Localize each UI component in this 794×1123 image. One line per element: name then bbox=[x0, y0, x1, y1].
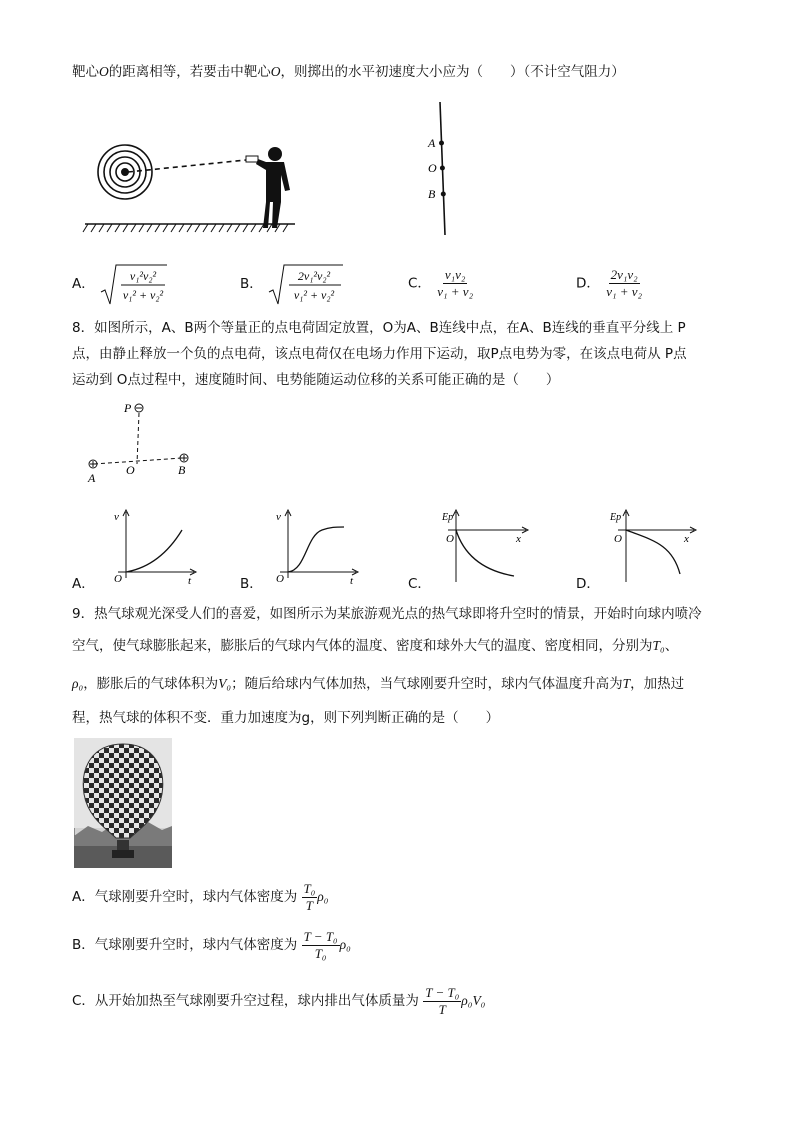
origin: O bbox=[114, 573, 122, 584]
q7-option-a[interactable] bbox=[72, 262, 169, 306]
symbol-rho0: ρ₀ bbox=[72, 676, 84, 691]
q9-option-a[interactable] bbox=[72, 880, 328, 914]
q9-option-b[interactable] bbox=[72, 928, 351, 962]
label-b: B bbox=[428, 187, 436, 201]
numerator: T − T₀ bbox=[425, 984, 460, 1000]
q9-text: ，加热过 bbox=[630, 676, 685, 692]
option-letter: B． bbox=[240, 276, 263, 292]
numerator: v₁²v₂² bbox=[129, 269, 157, 283]
q9-text: ，膨胀后的气球体积为 bbox=[83, 676, 219, 692]
axis-x: x bbox=[684, 533, 689, 545]
axis-y: v bbox=[276, 511, 281, 523]
option-letter: C． bbox=[408, 275, 431, 292]
ground-hatch bbox=[83, 224, 288, 232]
q9-option-c[interactable] bbox=[72, 984, 485, 1018]
label-a: A bbox=[88, 471, 96, 485]
q7-option-c[interactable] bbox=[408, 268, 475, 299]
q7-option-d[interactable] bbox=[576, 268, 644, 299]
q7-symbol-o: O bbox=[99, 64, 109, 79]
axis-x: x bbox=[516, 533, 521, 545]
label-a: A bbox=[428, 136, 436, 150]
curve bbox=[626, 530, 680, 574]
denominator: T bbox=[305, 897, 314, 913]
hot-air-balloon-photo bbox=[74, 738, 172, 868]
option-tail: ρ₀V₀ bbox=[461, 993, 486, 1008]
label-o: O bbox=[428, 161, 437, 175]
dartboard bbox=[98, 145, 152, 199]
q7-wall-figure bbox=[420, 100, 470, 240]
q8-option-c-letter[interactable]: C． bbox=[408, 576, 431, 592]
person-silhouette bbox=[246, 147, 290, 228]
q9-stem-line: 9．热气球观光深受人们的喜爱，如图所示为某旅游观光点的热气球即将升空时的情景，开始时向球内喷冷 bbox=[72, 606, 702, 622]
curve bbox=[126, 530, 182, 572]
q9-text: 、 bbox=[664, 638, 679, 654]
denominator: T₀ bbox=[314, 945, 327, 961]
axis-y: Ep bbox=[442, 512, 454, 523]
q8-graph-a[interactable] bbox=[110, 508, 200, 584]
q9-stem-line bbox=[72, 636, 678, 656]
sqrt-expression bbox=[99, 262, 169, 306]
axis-y: Ep bbox=[610, 512, 622, 523]
denominator: T bbox=[438, 1001, 446, 1017]
origin: O bbox=[446, 533, 454, 545]
q8-stem-line: 8．如图所示，A、B两个等量正的点电荷固定放置，O为A、B连线中点，在A、B连线的垂直平分线上 P bbox=[72, 320, 686, 336]
option-letter: A． bbox=[72, 276, 95, 292]
option-text: A．气球刚要升空时，球内气体密度为 bbox=[72, 889, 298, 905]
point-o bbox=[440, 166, 445, 171]
numerator: T − T₀ bbox=[303, 928, 338, 944]
symbol-t0: T₀ bbox=[652, 638, 665, 653]
label-p: P bbox=[124, 401, 132, 415]
point-b bbox=[441, 192, 446, 197]
numerator: v₁v₂ bbox=[444, 267, 466, 282]
q7-symbol-o: O bbox=[270, 64, 281, 79]
origin: O bbox=[276, 573, 284, 584]
symbol-v0: V₀ bbox=[218, 676, 232, 691]
q7-text: ，则掷出的水平初速度大小应为（ ）（不计空气阻力） bbox=[280, 64, 625, 80]
q8-stem-line: 运动到 O点过程中，速度随时间、电势能随运动位移的关系可能正确的是（ ） bbox=[72, 372, 560, 388]
option-tail: ρ₀ bbox=[317, 889, 329, 904]
q8-charge-figure bbox=[82, 398, 202, 488]
q8-stem-line: 点，由静止释放一个负的点电荷，该点电荷仅在电场力作用下运动，取P点电势为零，在该点电荷从 P点 bbox=[72, 346, 687, 362]
denominator: v₁ + v₂ bbox=[437, 284, 474, 299]
q8-option-a-letter[interactable]: A． bbox=[72, 576, 95, 592]
axis-x: t bbox=[350, 575, 354, 584]
label-b: B bbox=[178, 463, 186, 477]
sqrt-expression bbox=[267, 262, 347, 306]
q8-graph-b[interactable] bbox=[272, 508, 362, 584]
option-text: B．气球刚要升空时，球内气体密度为 bbox=[72, 937, 298, 953]
axis-y: v bbox=[114, 511, 119, 523]
q9-stem-line: 程，热气球的体积不变．重力加速度为g，则下列判断正确的是（ ） bbox=[72, 710, 500, 726]
option-tail: ρ₀ bbox=[339, 937, 351, 952]
numerator: 2v₁²v₂² bbox=[297, 269, 331, 283]
denominator: v₁² + v₂² bbox=[293, 288, 335, 302]
q7-stem-line bbox=[72, 62, 625, 82]
q7-option-b[interactable] bbox=[240, 262, 347, 306]
denominator: v₁² + v₂² bbox=[122, 288, 164, 302]
q8-graph-c[interactable] bbox=[438, 508, 534, 584]
q7-text: 的距离相等，若要击中靶心 bbox=[108, 64, 271, 80]
option-letter: D． bbox=[576, 275, 600, 292]
point-a bbox=[439, 141, 444, 146]
q7-target-figure bbox=[80, 130, 300, 240]
q9-text: ；随后给球内气体加热，当气球刚要升空时，球内气体温度升高为 bbox=[231, 676, 623, 692]
origin: O bbox=[614, 533, 622, 545]
label-o: O bbox=[126, 463, 135, 477]
numerator: 2v₁v₂ bbox=[610, 267, 638, 282]
q8-option-d-letter[interactable]: D． bbox=[576, 576, 600, 592]
numerator: T₀ bbox=[303, 880, 316, 896]
symbol-t: T bbox=[622, 676, 631, 691]
q9-stem-line bbox=[72, 674, 684, 694]
q8-graph-d[interactable] bbox=[606, 508, 702, 584]
q7-text: 靶心 bbox=[72, 64, 99, 80]
q8-option-b-letter[interactable]: B． bbox=[240, 576, 263, 592]
axis-x: t bbox=[188, 575, 192, 584]
denominator: v₁ + v₂ bbox=[606, 284, 643, 299]
curve bbox=[288, 527, 344, 572]
q9-text: 空气，使气球膨胀起来，膨胀后的气球内气体的温度、密度和球外大气的温度、密度相同，分别为 bbox=[72, 638, 653, 654]
option-text: C．从开始加热至气球刚要升空过程，球内排出气体质量为 bbox=[72, 993, 419, 1009]
curve bbox=[456, 530, 514, 576]
